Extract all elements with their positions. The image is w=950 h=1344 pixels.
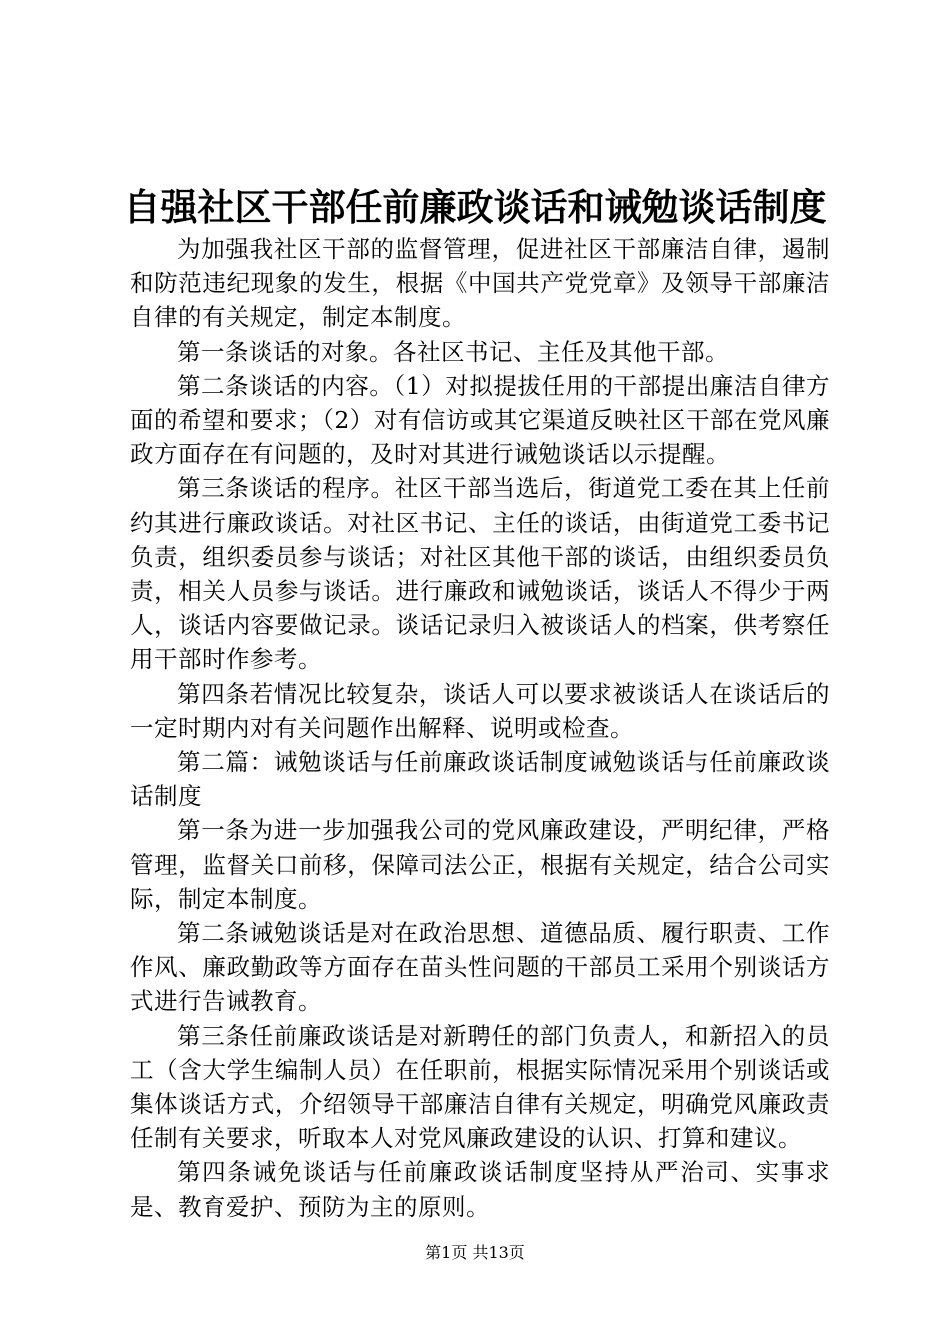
page-number-label: 第1页 共13页 — [425, 1243, 525, 1262]
paragraph-article-1: 第一条谈话的对象。各社区书记、主任及其他干部。 — [177, 337, 729, 366]
paragraph-part-2-article-4: 第四条诫免谈话与任前廉政谈话制度坚持从严治司、实事求是、教育爱护、预防为主的原则。 — [130, 1158, 830, 1221]
paragraph-article-3: 第三条谈话的程序。社区干部当选后，街道党工委在其上任前约其进行廉政谈话。对社区书记、主任的谈话，由街道党工委书记负责，组织委员参与谈话；对社区其他干部的谈话，由组织委员负责，相关人员参与谈话。进行廉政和诫勉谈话，谈话人不得少于两人，谈话内容要做记录。谈话记录归入被谈话人的档案，供考察任用干部时作参考。 — [130, 474, 830, 674]
paragraph-article-4: 第四条若情况比较复杂，谈话人可以要求被谈话人在谈话后的一定时期内对有关问题作出解释、说明或检查。 — [130, 679, 830, 742]
page-footer — [0, 1243, 950, 1263]
document-body — [130, 232, 830, 1224]
paragraph-intro: 为加强我社区干部的监督管理，促进社区干部廉洁自律，遏制和防范违纪现象的发生，根据《中国共产党党章》及领导干部廉洁自律的有关规定，制定本制度。 — [130, 235, 830, 332]
paragraph-part-2-heading: 第二篇：诫勉谈话与任前廉政谈话制度诫勉谈话与任前廉政谈话制度 — [130, 748, 830, 811]
paragraph-part-2-article-1: 第一条为进一步加强我公司的党风廉政建设，严明纪律，严格管理，监督关口前移，保障司法公正，根据有关规定，结合公司实际，制定本制度。 — [130, 816, 830, 913]
paragraph-part-2-article-2: 第二条诫勉谈话是对在政治思想、道德品质、履行职责、工作作风、廉政勤政等方面存在苗头性问题的干部员工采用个别谈话方式进行告诫教育。 — [130, 919, 830, 1016]
document-title: 自强社区干部任前廉政谈话和诫勉谈话制度 — [123, 185, 827, 229]
paragraph-part-2-article-3: 第三条任前廉政谈话是对新聘任的部门负责人，和新招入的员工（含大学生编制人员）在任职前，根据实际情况采用个别谈话或集体谈话方式，介绍领导干部廉洁自律有关规定，明确党风廉政责任制有关要求，听取本人对党风廉政建设的认识、打算和建议。 — [130, 1021, 830, 1153]
paragraph-article-2: 第二条谈话的内容。（1）对拟提拔任用的干部提出廉洁自律方面的希望和要求；（2）对有信访或其它渠道反映社区干部在党风廉政方面存在有问题的，及时对其进行诫勉谈话以示提醒。 — [130, 371, 830, 469]
